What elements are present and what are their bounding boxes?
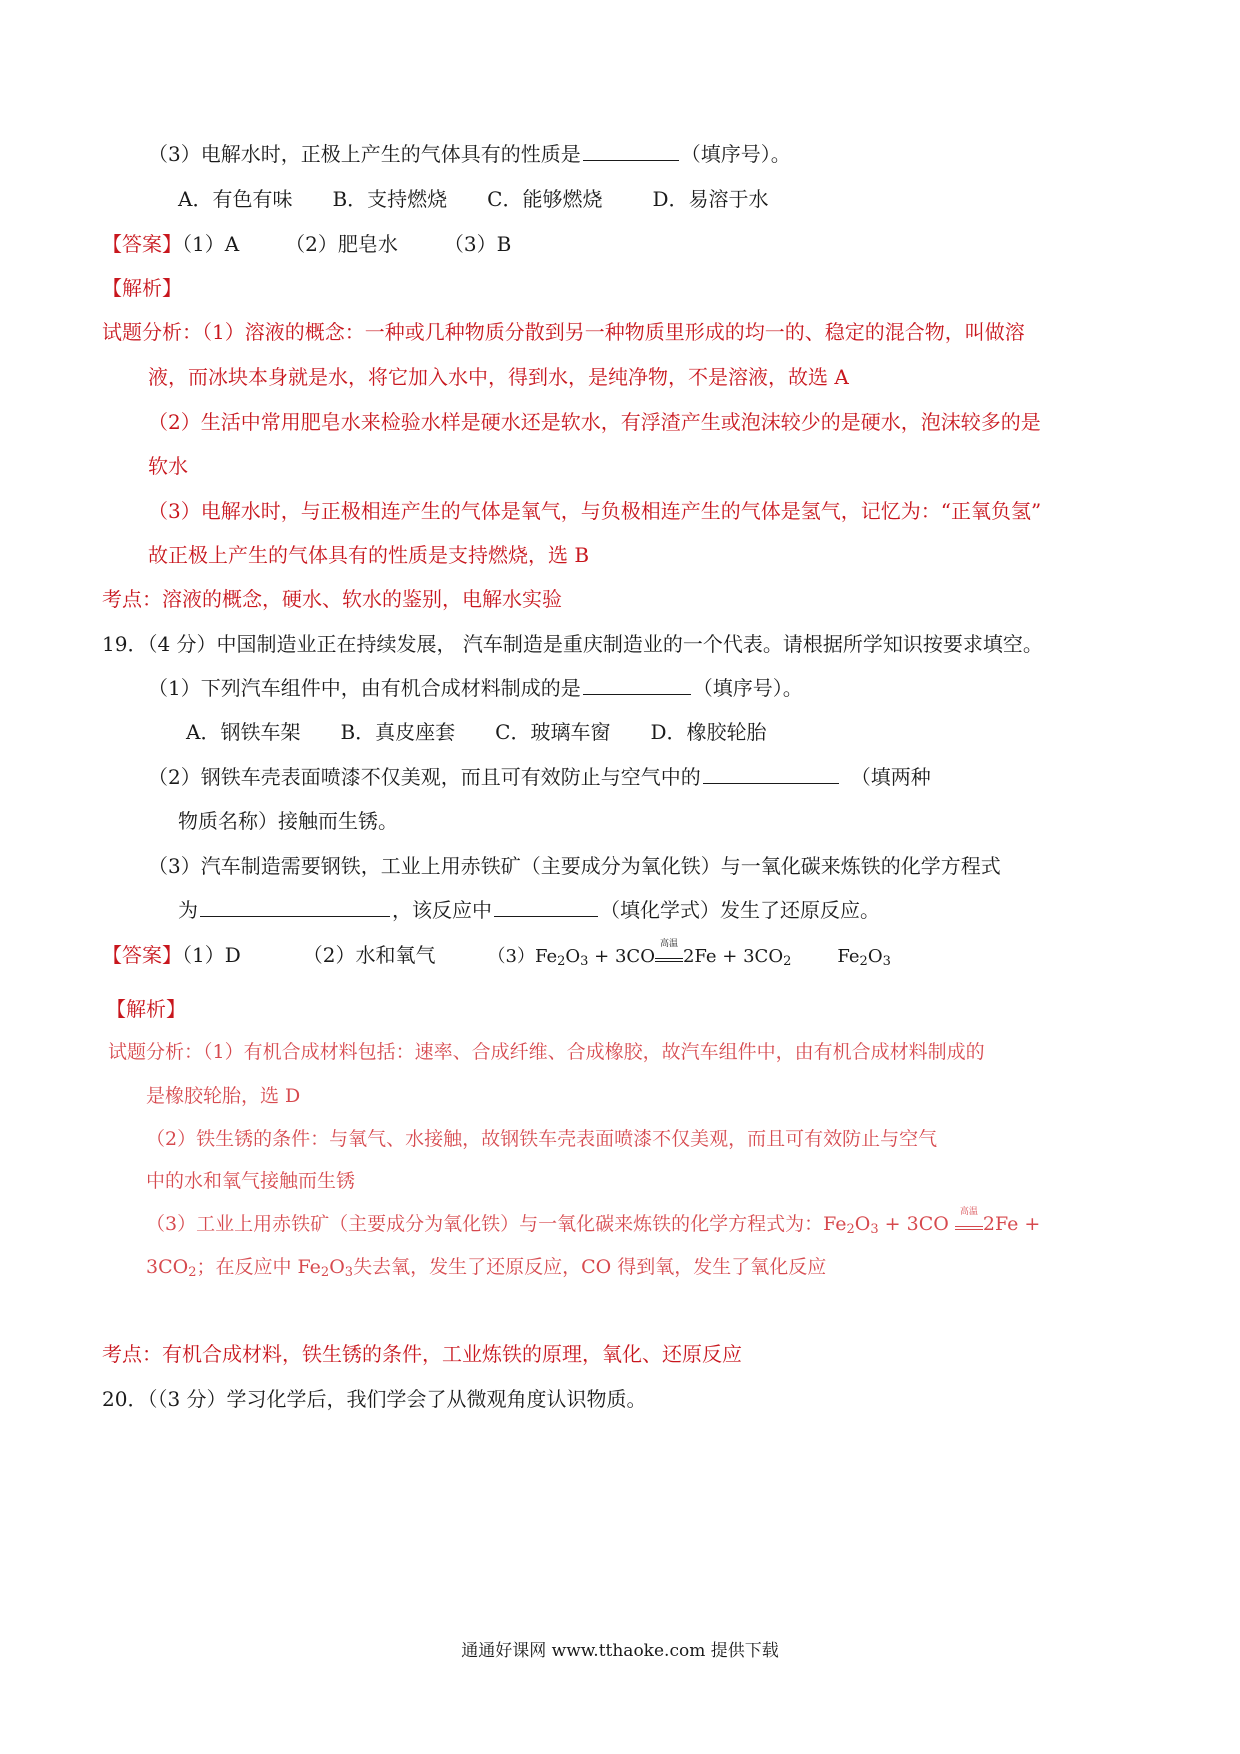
q18-kaodian: 考点：溶液的概念，硬水、软水的鉴别，电解水实验: [102, 587, 562, 611]
answer-label: 【答案】: [102, 232, 182, 256]
q19-analysis-2b: 中的水和氧气接触而生锈: [146, 1170, 356, 1192]
q19-sub3-line2: 为 ，该反应中 （填化学式）发生了还原反应。: [178, 898, 880, 922]
q19-sub2-line1: （2）钢铁车壳表面喷漆不仅美观，而且可有效防止与空气中的 （填两种: [148, 765, 931, 789]
q18-sub3: （3）电解水时，正极上产生的气体具有的性质是 （填序号）。: [148, 142, 791, 166]
reaction-condition: 高温: [655, 948, 683, 962]
option-a: A．有色有味: [178, 187, 293, 211]
q19-answer-equation: $(3)Fe_2O_3 + 3CO$ 高温 $2Fe + 3CO_2$: [487, 939, 792, 969]
option-c: C．能够燃烧: [487, 187, 603, 211]
q19-sub3-line1: （3）汽车制造需要钢铁，工业上用赤铁矿（主要成分为氧化铁）与一氧化碳来炼铁的化学方程式: [148, 854, 1001, 878]
q18-analysis-2a: （2）生活中常用肥皂水来检验水样是硬水还是软水，有浮渣产生或泡沫较少的是硬水，泡沫较多的是: [148, 410, 1041, 434]
q20-stem: 20．（（3 分）学习化学后，我们学会了从微观角度认识物质。: [102, 1387, 647, 1411]
q19-sub1: （1）下列汽车组件中，由有机合成材料制成的是 （填序号）。: [148, 676, 803, 700]
q19-stem: 19．（4 分）中国制造业正在持续发展， 汽车制造是重庆制造业的一个代表。请根据所学知识按要求填空。: [102, 632, 1043, 656]
q19-analysis-1b: 是橡胶轮胎，选 D: [146, 1085, 301, 1107]
q19-kaodian: 考点：有机合成材料，铁生锈的条件，工业炼铁的原理，氧化、还原反应: [102, 1342, 742, 1366]
q19-analysis-2a: （2）铁生锈的条件：与氧气、水接触，故钢铁车壳表面喷漆不仅美观，而且可有效防止与空气: [146, 1128, 938, 1150]
q18-analysis-label: 【解析】: [102, 276, 182, 300]
q19-answer: 【答案】（1）D （2）水和氧气 $(3)Fe_2O_3 + 3CO$ 高温 $2Fe + 3CO_2$ $Fe_2O_3$: [102, 939, 891, 969]
q18-analysis-1a: 试题分析：（1）溶液的概念：一种或几种物质分散到另一种物质里形成的均一的、稳定的混合物，叫做溶: [102, 320, 1025, 344]
q19-sub1-blank: [583, 674, 691, 695]
option-d: D．橡胶轮胎: [650, 720, 767, 744]
page-footer: 通通好课网 www.tthaoke.com 提供下载: [461, 1641, 779, 1661]
q18-analysis-3a: （3）电解水时，与正极相连产生的气体是氧气，与负极相连产生的气体是氢气，记忆为：“正氧负氢”: [148, 499, 1042, 523]
q19-sub2-blank: [703, 763, 839, 784]
answer-label: 【答案】: [102, 943, 182, 967]
q18-analysis-2b: 软水: [148, 454, 188, 478]
q19-answer-formula: $Fe_2O_3$: [837, 946, 891, 969]
reaction-condition: 高温: [955, 1216, 983, 1230]
q18-analysis-1b: 液，而冰块本身就是水，将它加入水中，得到水，是纯净物，不是溶液，故选 A: [148, 365, 849, 389]
option-b: B．支持燃烧: [332, 187, 448, 211]
q18-options: [178, 185, 769, 213]
q19-sub2-line2: 物质名称）接触而生锈。: [178, 809, 398, 833]
q19-analysis-1a: 试题分析：（1）有机合成材料包括：速率、合成纤维、合成橡胶，故汽车组件中，由有机合成材料制成的: [108, 1041, 985, 1063]
q19-analysis-label: 【解析】: [106, 997, 186, 1021]
q19-analysis-3a: （3）工业上用赤铁矿（主要成分为氧化铁）与一氧化碳来炼铁的化学方程式为：$Fe_2O_3 + 3CO$ 高温 2Fe +: [146, 1207, 1041, 1237]
option-d: D．易溶于水: [652, 187, 769, 211]
q18-answer: 【答案】（1）A （2）肥皂水 （3）B: [102, 232, 512, 256]
q19-formula-blank: [494, 896, 598, 917]
option-a: A．钢铁车架: [186, 720, 301, 744]
q19-equation-blank: [200, 896, 390, 917]
q19-analysis-3b: $3CO_2$；在反应中 $Fe_2O_3$失去氧，发生了还原反应，CO 得到氧，发生了氧化反应: [146, 1256, 827, 1280]
option-b: B．真皮座套: [340, 720, 456, 744]
q18-sub3-blank: [583, 140, 679, 161]
q18-analysis-3b: 故正极上产生的气体具有的性质是支持燃烧，选 B: [148, 543, 590, 567]
option-c: C．玻璃车窗: [495, 720, 611, 744]
q19-options: [186, 718, 767, 746]
